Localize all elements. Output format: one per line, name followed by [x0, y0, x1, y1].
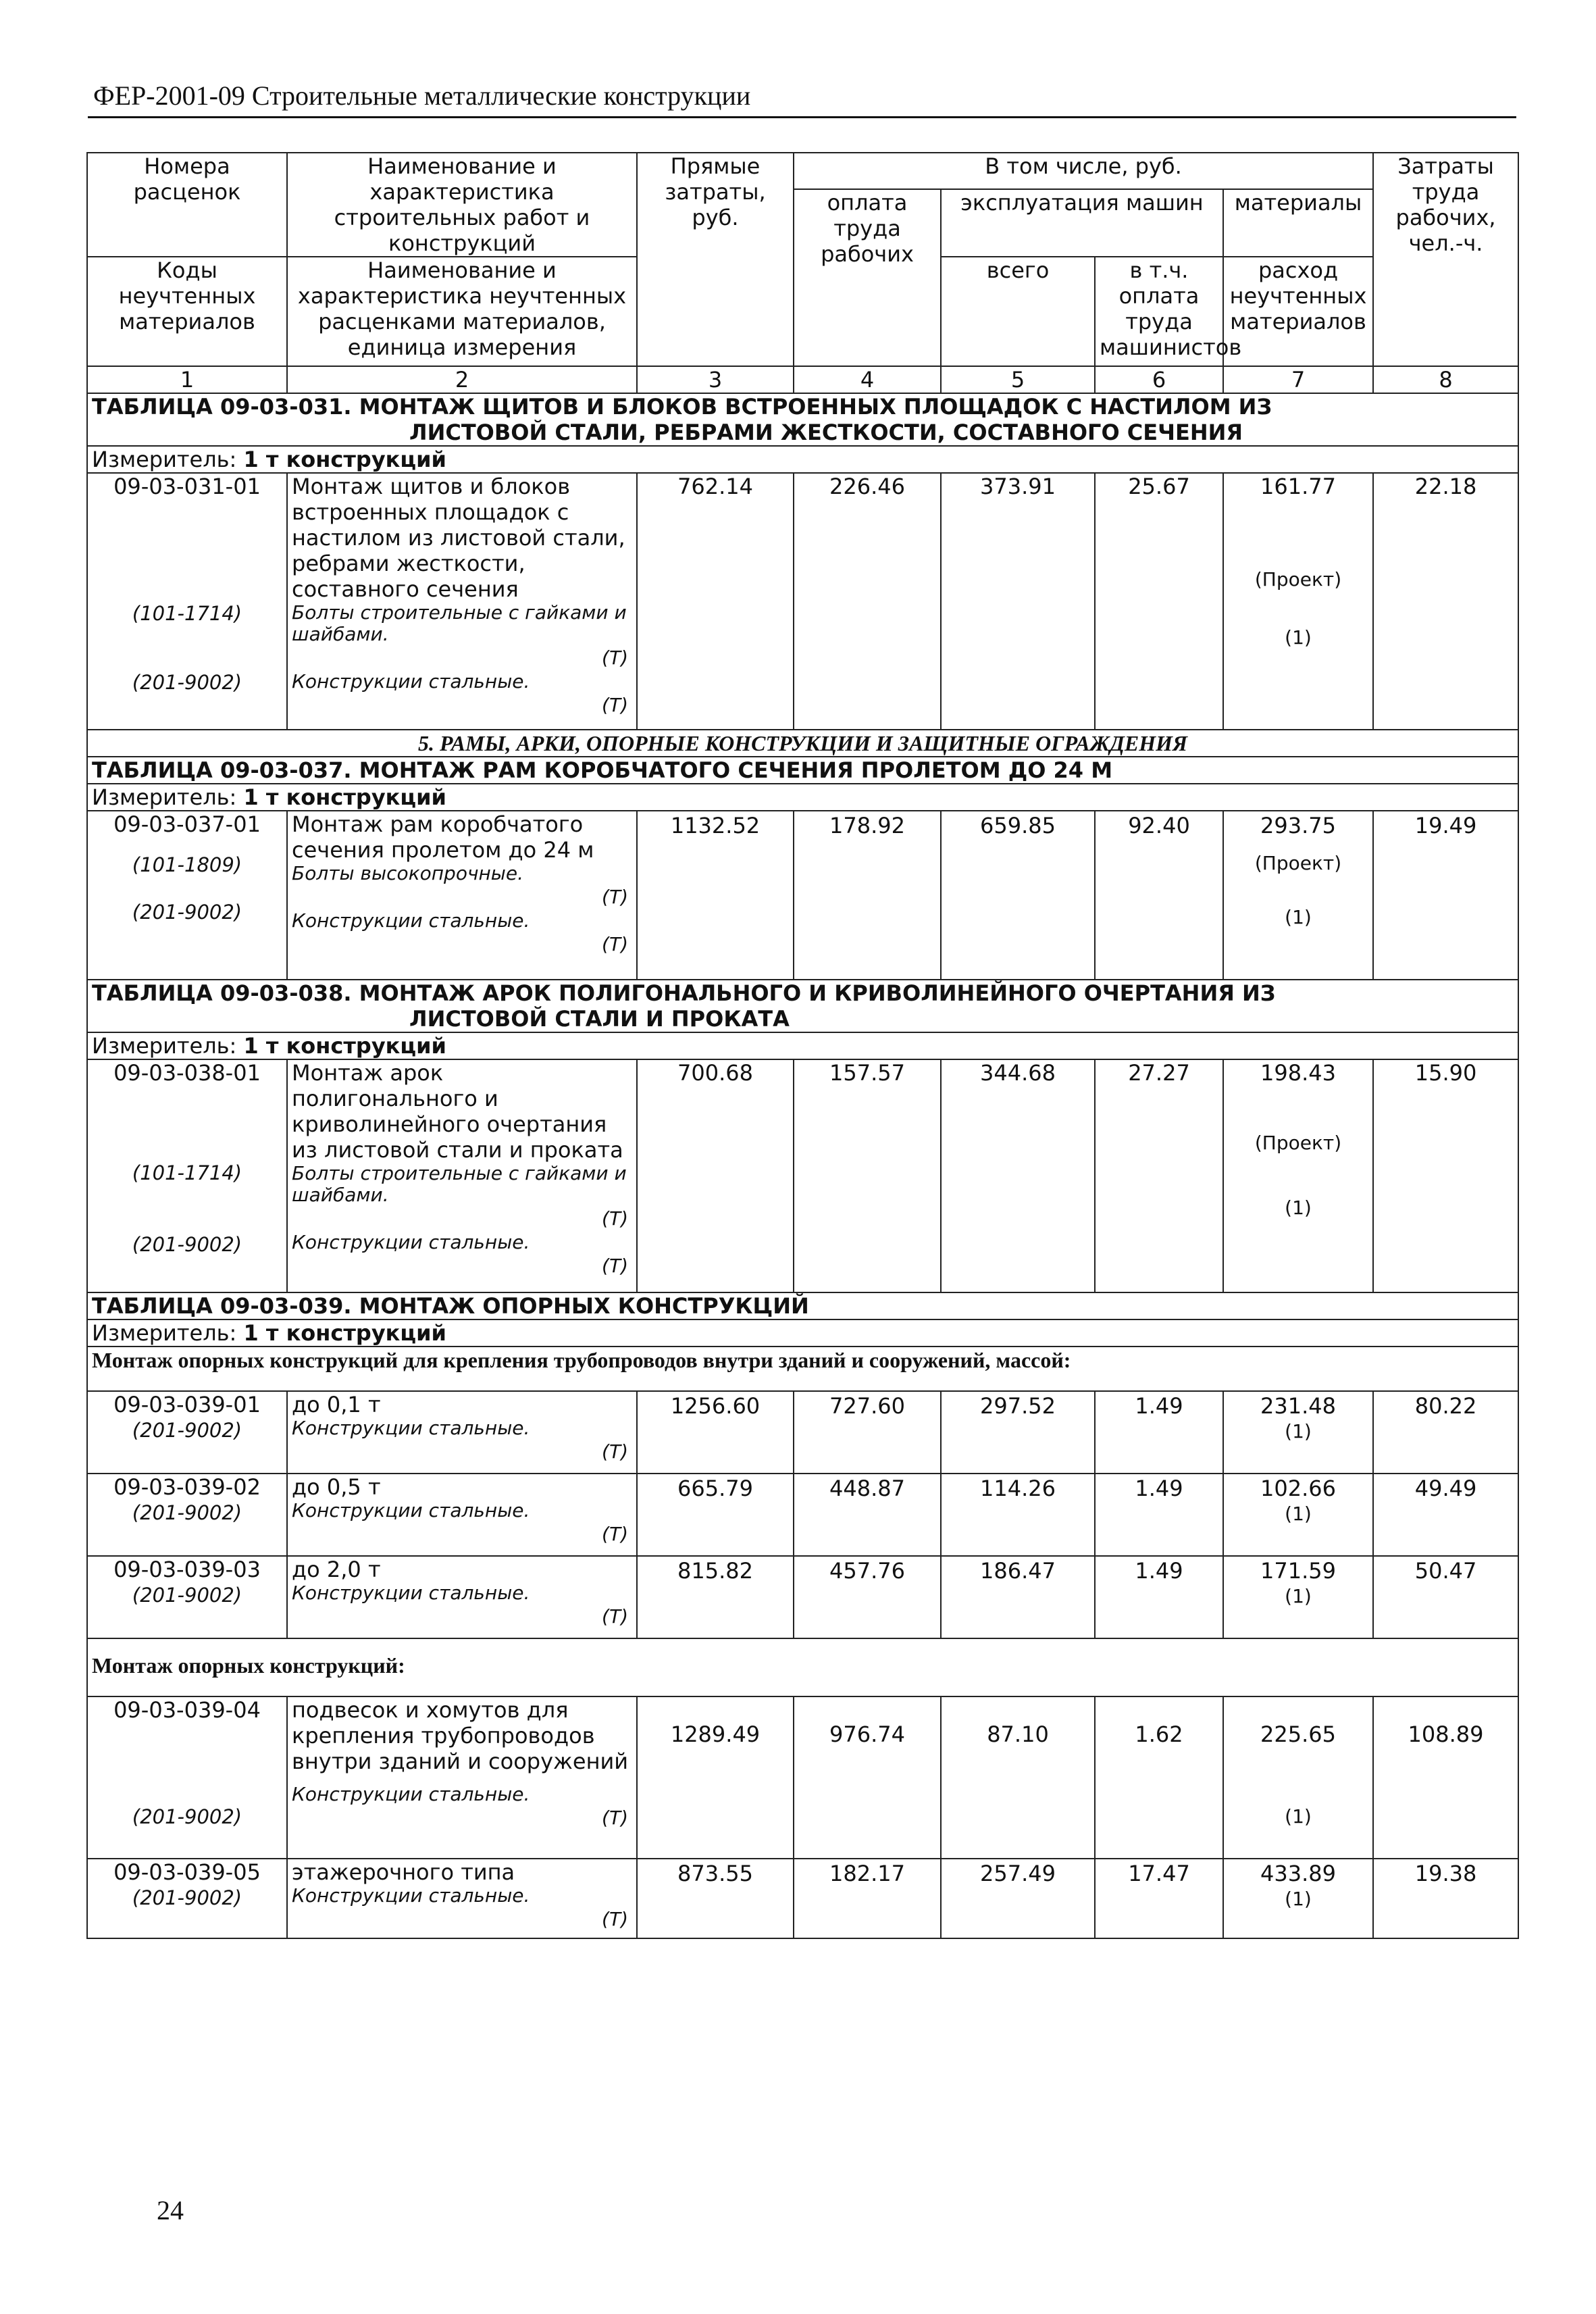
meter-value: 1 т конструкций — [243, 1033, 446, 1059]
materials-cell — [1223, 1859, 1373, 1938]
table-title — [87, 757, 1518, 784]
rate-code-cell — [87, 1474, 287, 1556]
materials-cell — [1223, 1556, 1373, 1638]
col-number: 3 — [637, 366, 794, 393]
materials-cell — [1223, 1696, 1373, 1859]
material-unit: (Т) — [602, 1440, 628, 1463]
col-number: 5 — [941, 366, 1095, 393]
table-title-line2: ЛИСТОВОЙ СТАЛИ, РЕБРАМИ ЖЕСТКОСТИ, СОСТАВНОГО СЕЧЕНИЯ — [409, 420, 1243, 445]
rate-code: 09-03-038-01 — [113, 1060, 261, 1086]
labor-pay: 457.76 — [794, 1556, 941, 1638]
material-name: Конструкции стальные. — [292, 1884, 530, 1907]
header-col2-bottom: Наименование и характеристика неучтенных расценками материалов, единица измерения — [287, 257, 637, 366]
header-incl: В том числе, руб. — [794, 153, 1373, 189]
material-unit: (Т) — [602, 647, 628, 669]
machine-cost: 186.47 — [941, 1556, 1095, 1638]
material-unit: (Т) — [602, 1207, 628, 1230]
material-code: (201-9002) — [132, 671, 242, 694]
meter-value: 1 т конструкций — [243, 1320, 446, 1346]
rate-code: 09-03-039-02 — [113, 1474, 261, 1500]
material-code: (101-1714) — [132, 602, 242, 625]
material-code: (201-9002) — [132, 1233, 242, 1256]
material-code: (201-9002) — [132, 1805, 242, 1828]
meter — [87, 1319, 1518, 1347]
material-code: (201-9002) — [132, 1501, 242, 1524]
table-row — [87, 1696, 1518, 1859]
header-col5: всего — [941, 257, 1095, 366]
table-row — [87, 811, 1518, 980]
rate-code: 09-03-031-01 — [113, 474, 261, 499]
labor-pay: 727.60 — [794, 1391, 941, 1474]
direct-cost: 700.68 — [637, 1059, 794, 1292]
header-col7: расход неучтенных материалов — [1223, 257, 1373, 366]
material-code: (101-1714) — [132, 1161, 242, 1184]
machine-cost: 344.68 — [941, 1059, 1095, 1292]
labor-pay: 182.17 — [794, 1859, 941, 1938]
materials-cell — [1223, 473, 1373, 730]
labor-pay: 157.57 — [794, 1059, 941, 1292]
meter-value: 1 т конструкций — [243, 447, 446, 472]
header-col2-top: Наименование и характеристика строительных работ и конструкций — [287, 153, 637, 257]
table-title-line1: ТАБЛИЦА 09-03-037. МОНТАЖ РАМ КОРОБЧАТОГО СЕЧЕНИЯ ПРОЛЕТОМ ДО 24 М — [92, 757, 1113, 783]
meter — [87, 784, 1518, 811]
machinist-pay: 1.49 — [1095, 1391, 1223, 1474]
direct-cost: 1256.60 — [637, 1391, 794, 1474]
material-unit: (Т) — [602, 933, 628, 955]
labor-pay: 226.46 — [794, 473, 941, 730]
header-col4: оплата труда рабочих — [794, 189, 941, 366]
material-unit: (Т) — [602, 1807, 628, 1829]
rate-name-cell — [287, 1391, 637, 1474]
machine-cost: 659.85 — [941, 811, 1095, 980]
rate-code: 09-03-039-01 — [113, 1392, 261, 1417]
material-qty: (1) — [1285, 1805, 1312, 1828]
rate-name-cell — [287, 1696, 637, 1859]
table-title — [87, 1292, 1518, 1319]
header-col1-bottom: Коды неучтенных материалов — [87, 257, 287, 366]
material-name: Конструкции стальные. — [292, 1499, 530, 1521]
header-col1-top: Номера расценок — [87, 153, 287, 257]
section-heading: 5. РАМЫ, АРКИ, ОПОРНЫЕ КОНСТРУКЦИИ И ЗАЩИТНЫЕ ОГРАЖДЕНИЯ — [87, 730, 1518, 757]
rate-code-cell — [87, 811, 287, 980]
material-unit: (Т) — [602, 1523, 628, 1545]
material-qty: (Проект) — [1254, 852, 1342, 874]
materials-cell — [1223, 1474, 1373, 1556]
rate-name: подвесок и хомутов для крепления трубопроводов внутри зданий и сооружений — [292, 1697, 629, 1774]
subsection-heading: Монтаж опорных конструкций: — [87, 1638, 1518, 1696]
labor-hours: 22.18 — [1373, 473, 1518, 730]
meter-label: Измеритель: — [92, 447, 237, 472]
table-row — [87, 1859, 1518, 1938]
machinist-pay: 27.27 — [1095, 1059, 1223, 1292]
material-name: Болты строительные с гайками и шайбами. — [292, 1162, 627, 1206]
rate-name: Монтаж щитов и блоков встроенных площадок с настилом из листовой стали, ребрами жесткости, составного сечения — [292, 474, 625, 602]
materials-cost: 161.77 — [1260, 474, 1336, 499]
material-code: (201-9002) — [132, 901, 242, 924]
table-title-line1: ТАБЛИЦА 09-03-038. МОНТАЖ АРОК ПОЛИГОНАЛЬНОГО И КРИВОЛИНЕЙНОГО ОЧЕРТАНИЯ ИЗ — [92, 980, 1276, 1006]
machine-cost: 373.91 — [941, 473, 1095, 730]
material-qty: (1) — [1285, 906, 1312, 928]
rate-code: 09-03-039-04 — [113, 1697, 261, 1723]
labor-hours: 15.90 — [1373, 1059, 1518, 1292]
header-col8: Затраты труда рабочих, чел.-ч. — [1373, 153, 1518, 366]
material-code: (201-9002) — [132, 1419, 242, 1442]
labor-hours: 19.49 — [1373, 811, 1518, 980]
table-row — [87, 1059, 1518, 1292]
labor-hours: 50.47 — [1373, 1556, 1518, 1638]
table-row — [87, 1391, 1518, 1474]
rate-name: до 0,1 т — [292, 1392, 381, 1417]
material-name: Болты высокопрочные. — [292, 862, 524, 884]
material-code: (201-9002) — [132, 1584, 242, 1607]
material-name: Конструкции стальные. — [292, 1783, 530, 1805]
table-row — [87, 473, 1518, 730]
material-unit: (Т) — [602, 1605, 628, 1628]
machinist-pay: 1.49 — [1095, 1556, 1223, 1638]
rate-name: до 0,5 т — [292, 1474, 381, 1500]
rate-code: 09-03-037-01 — [113, 811, 261, 837]
material-qty: (1) — [1285, 626, 1312, 649]
material-unit: (Т) — [602, 886, 628, 908]
direct-cost: 815.82 — [637, 1556, 794, 1638]
direct-cost: 762.14 — [637, 473, 794, 730]
rates-table — [86, 152, 1519, 1939]
rate-name: этажерочного типа — [292, 1859, 515, 1885]
machine-cost: 114.26 — [941, 1474, 1095, 1556]
materials-cost: 293.75 — [1260, 813, 1336, 838]
material-qty: (1) — [1285, 1585, 1312, 1607]
machinist-pay: 1.62 — [1095, 1696, 1223, 1859]
material-qty: (Проект) — [1254, 568, 1342, 590]
table-row — [87, 1474, 1518, 1556]
materials-cost: 198.43 — [1260, 1060, 1336, 1086]
machine-cost: 87.10 — [941, 1696, 1095, 1859]
machinist-pay: 1.49 — [1095, 1474, 1223, 1556]
labor-hours: 80.22 — [1373, 1391, 1518, 1474]
table-title — [87, 393, 1518, 446]
rate-code-cell — [87, 473, 287, 730]
header-rule — [88, 116, 1516, 118]
rate-code: 09-03-039-05 — [113, 1859, 261, 1885]
material-name: Конструкции стальные. — [292, 1417, 530, 1439]
rate-code-cell — [87, 1391, 287, 1474]
meter-value: 1 т конструкций — [243, 784, 446, 810]
table-title-line1: ТАБЛИЦА 09-03-031. МОНТАЖ ЩИТОВ И БЛОКОВ ВСТРОЕННЫХ ПЛОЩАДОК С НАСТИЛОМ ИЗ — [92, 394, 1272, 420]
material-unit: (Т) — [602, 1908, 628, 1930]
material-qty: (Проект) — [1254, 1132, 1342, 1154]
running-head: ФЕР-2001-09 Строительные металлические конструкции — [93, 80, 751, 111]
machine-cost: 297.52 — [941, 1391, 1095, 1474]
header-machines: эксплуатация машин — [941, 189, 1223, 257]
page-number: 24 — [157, 2195, 184, 2225]
rate-name: Монтаж арок полигонального и криволинейного очертания из листовой стали и проката — [292, 1060, 623, 1163]
rate-name-cell — [287, 473, 637, 730]
labor-pay: 448.87 — [794, 1474, 941, 1556]
material-name: Конструкции стальные. — [292, 1582, 530, 1604]
rate-name-cell — [287, 1059, 637, 1292]
rate-name-cell — [287, 1859, 637, 1938]
materials-cell — [1223, 1059, 1373, 1292]
direct-cost: 1289.49 — [637, 1696, 794, 1859]
machine-cost: 257.49 — [941, 1859, 1095, 1938]
rate-name-cell — [287, 1474, 637, 1556]
header-col6: в т.ч. оплата труда машинистов — [1095, 257, 1223, 366]
col-number: 8 — [1373, 366, 1518, 393]
labor-hours: 19.38 — [1373, 1859, 1518, 1938]
labor-hours: 49.49 — [1373, 1474, 1518, 1556]
rate-code: 09-03-039-03 — [113, 1557, 261, 1582]
rate-name: до 2,0 т — [292, 1557, 381, 1582]
meter-label: Измеритель: — [92, 1033, 237, 1059]
rate-code-cell — [87, 1059, 287, 1292]
table-title-line2: ЛИСТОВОЙ СТАЛИ И ПРОКАТА — [409, 1006, 790, 1032]
labor-hours: 108.89 — [1373, 1696, 1518, 1859]
materials-cost: 171.59 — [1260, 1558, 1336, 1584]
col-number: 1 — [87, 366, 287, 393]
material-qty: (1) — [1285, 1420, 1312, 1442]
rate-name-cell — [287, 1556, 637, 1638]
table-title — [87, 980, 1518, 1032]
col-number: 4 — [794, 366, 941, 393]
material-qty: (1) — [1285, 1503, 1312, 1525]
material-name: Конструкции стальные. — [292, 670, 530, 693]
rate-name: Монтаж рам коробчатого сечения пролетом до 24 м — [292, 811, 594, 863]
meter-label: Измеритель: — [92, 784, 237, 810]
labor-pay: 178.92 — [794, 811, 941, 980]
rate-code-cell — [87, 1556, 287, 1638]
machinist-pay: 17.47 — [1095, 1859, 1223, 1938]
direct-cost: 665.79 — [637, 1474, 794, 1556]
col-number: 2 — [287, 366, 637, 393]
material-name: Конструкции стальные. — [292, 1231, 530, 1253]
table-row — [87, 1556, 1518, 1638]
header-materials: материалы — [1223, 189, 1373, 257]
material-name: Конструкции стальные. — [292, 909, 530, 932]
material-code: (201-9002) — [132, 1886, 242, 1909]
material-code: (101-1809) — [132, 853, 242, 876]
direct-cost: 1132.52 — [637, 811, 794, 980]
labor-pay: 976.74 — [794, 1696, 941, 1859]
materials-cost: 102.66 — [1260, 1476, 1336, 1501]
rate-code-cell — [87, 1859, 287, 1938]
meter — [87, 446, 1518, 473]
col-number: 7 — [1223, 366, 1373, 393]
machinist-pay: 25.67 — [1095, 473, 1223, 730]
material-unit: (Т) — [602, 1255, 628, 1277]
materials-cell — [1223, 811, 1373, 980]
meter — [87, 1032, 1518, 1059]
materials-cost: 433.89 — [1260, 1861, 1336, 1886]
material-name: Болты строительные с гайками и шайбами. — [292, 601, 627, 645]
rate-code-cell — [87, 1696, 287, 1859]
col-number: 6 — [1095, 366, 1223, 393]
machinist-pay: 92.40 — [1095, 811, 1223, 980]
direct-cost: 873.55 — [637, 1859, 794, 1938]
table-title-line1: ТАБЛИЦА 09-03-039. МОНТАЖ ОПОРНЫХ КОНСТРУКЦИЙ — [92, 1293, 809, 1319]
material-qty: (1) — [1285, 1197, 1312, 1219]
rate-name-cell — [287, 811, 637, 980]
materials-cost: 225.65 — [1260, 1721, 1336, 1747]
subsection-heading: Монтаж опорных конструкций для крепления трубопроводов внутри зданий и сооружений, массой: — [87, 1347, 1518, 1391]
materials-cell — [1223, 1391, 1373, 1474]
materials-cost: 231.48 — [1260, 1393, 1336, 1419]
material-qty: (1) — [1285, 1888, 1312, 1910]
material-unit: (Т) — [602, 694, 628, 716]
meter-label: Измеритель: — [92, 1320, 237, 1346]
header-col3: Прямые затраты, руб. — [637, 153, 794, 366]
